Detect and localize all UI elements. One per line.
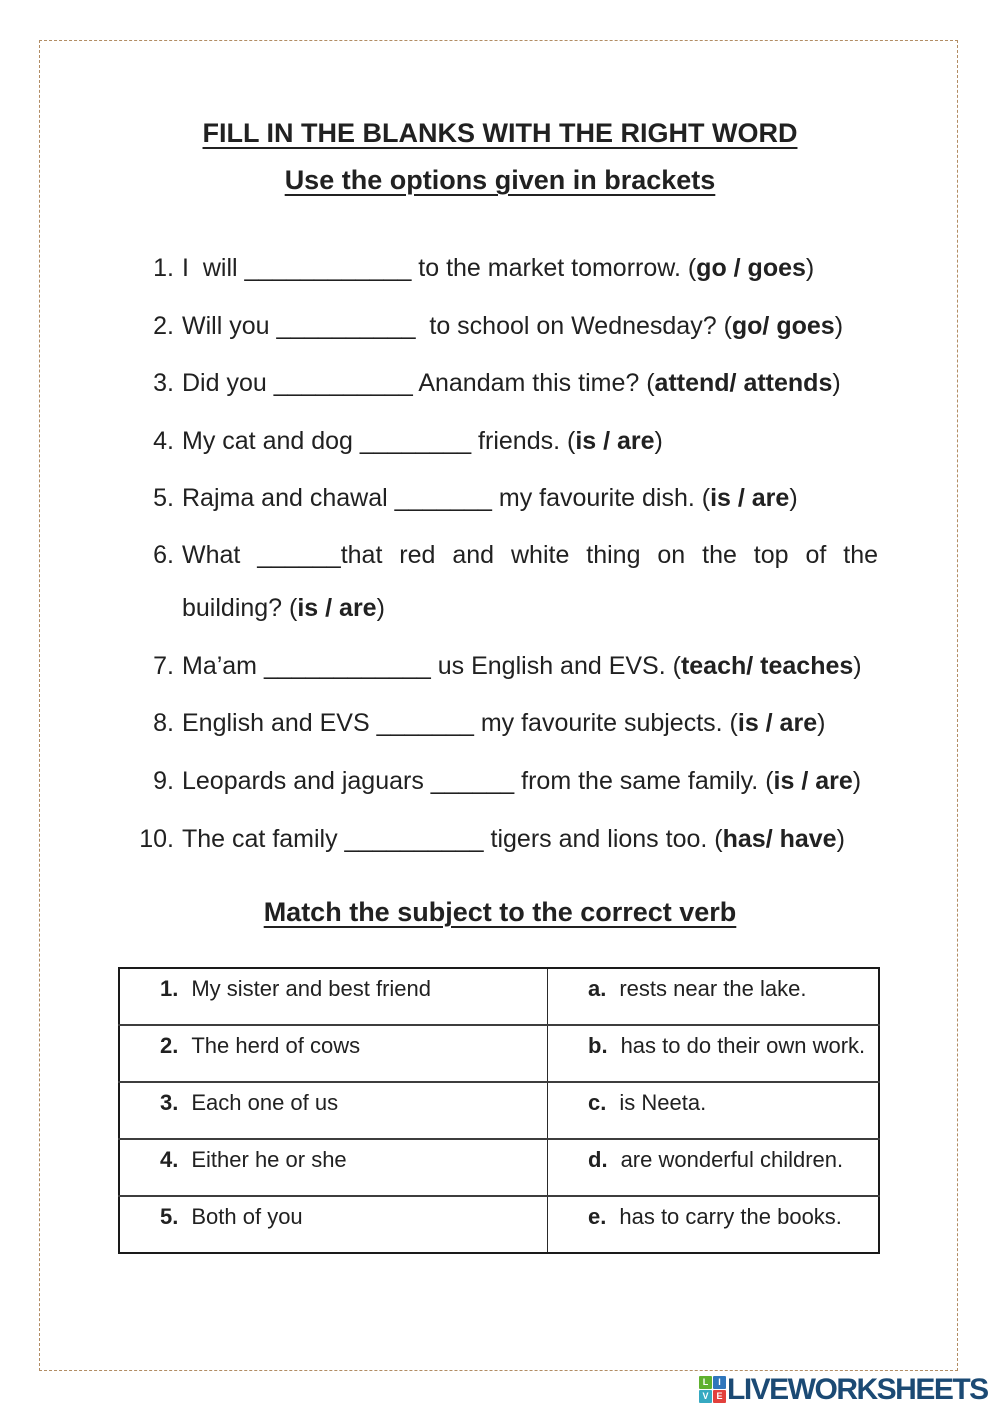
liveworksheets-logo-icon [699, 1376, 726, 1403]
item-text: English and EVS _______ my favourite subjects. (is / are) [182, 709, 826, 737]
item-text: Rajma and chawal _______ my favourite dish. (is / are) [182, 484, 798, 512]
liveworksheets-logo-text: LIVEWORKSHEETS [727, 1373, 988, 1406]
item-text [182, 540, 878, 623]
worksheet-subtitle: Use the options given in brackets [284, 165, 716, 195]
item-options: go / goes [696, 254, 806, 282]
item-text: Did you __________ Anandam this time? (attend/ attends) [182, 369, 841, 397]
subject-cell: 1. My sister and best friend [119, 968, 548, 1025]
logo-square-v: V [699, 1390, 712, 1403]
verb-letter: c. [588, 1090, 607, 1115]
item-text-line2: building? (is / are) [182, 594, 385, 622]
subject-number: 3. [160, 1090, 179, 1115]
verb-letter: a. [588, 976, 607, 1001]
subject-number: 1. [160, 976, 179, 1001]
subject-number: 2. [160, 1033, 179, 1058]
match-row-3 [119, 1082, 879, 1139]
subject-cell: 3. Each one of us [119, 1082, 548, 1139]
match-table [118, 967, 880, 1254]
item-options: teach/ teaches [680, 652, 854, 680]
subject-number: 4. [160, 1147, 179, 1172]
item-number: 5. [153, 484, 174, 512]
item-options: has/ have [722, 825, 837, 853]
logo-square-e: E [713, 1390, 726, 1403]
match-section-heading: Match the subject to the correct verb [263, 897, 737, 927]
item-number: 7. [153, 652, 174, 680]
subject-number: 5. [160, 1204, 179, 1229]
item-options: is / are [575, 427, 655, 455]
item-text: I will ____________ to the market tomorrow. (go / goes) [182, 254, 815, 282]
verb-cell: d. are wonderful children. [548, 1139, 880, 1196]
item-text: Will you __________ to school on Wednesday? (go/ goes) [182, 312, 844, 340]
item-options: is / are [773, 767, 853, 795]
subject-cell: 4. Either he or she [119, 1139, 548, 1196]
item-text: Ma’am ____________ us English and EVS. (teach/ teaches) [182, 652, 862, 680]
match-row-4 [119, 1139, 879, 1196]
match-row-5 [119, 1196, 879, 1253]
verb-cell: a. rests near the lake. [548, 968, 880, 1025]
item-text-line1: What ______that red and white thing on the top of the [182, 541, 878, 569]
item-number: 6. [153, 541, 174, 569]
item-options: is / are [297, 594, 377, 622]
worksheet-title: FILL IN THE BLANKS WITH THE RIGHT WORD [202, 118, 798, 148]
logo-square-i: I [713, 1376, 726, 1389]
match-row-1 [119, 968, 879, 1025]
verb-cell: b. has to do their own work. [548, 1025, 880, 1082]
item-number: 2. [153, 312, 174, 340]
item-number: 9. [153, 767, 174, 795]
item-options: go/ goes [731, 312, 835, 340]
verb-letter: b. [588, 1033, 608, 1058]
item-text: Leopards and jaguars ______ from the same family. (is / are) [182, 767, 862, 795]
item-number: 1. [153, 254, 174, 282]
item-options: is / are [710, 484, 790, 512]
item-number: 3. [153, 369, 174, 397]
item-text: The cat family __________ tigers and lions too. (has/ have) [182, 825, 845, 853]
subject-cell: 5. Both of you [119, 1196, 548, 1253]
item-text: My cat and dog ________ friends. (is / are) [182, 427, 663, 455]
item-number: 8. [153, 709, 174, 737]
item-number: 10. [139, 825, 174, 853]
verb-letter: e. [588, 1204, 607, 1229]
item-options: is / are [737, 709, 818, 737]
verb-letter: d. [588, 1147, 608, 1172]
item-number: 4. [153, 427, 174, 455]
match-row-2 [119, 1025, 879, 1082]
logo-square-l: L [699, 1376, 712, 1389]
verb-cell: e. has to carry the books. [548, 1196, 880, 1253]
item-options: attend/ attends [654, 369, 833, 397]
verb-cell: c. is Neeta. [548, 1082, 880, 1139]
subject-cell: 2. The herd of cows [119, 1025, 548, 1082]
